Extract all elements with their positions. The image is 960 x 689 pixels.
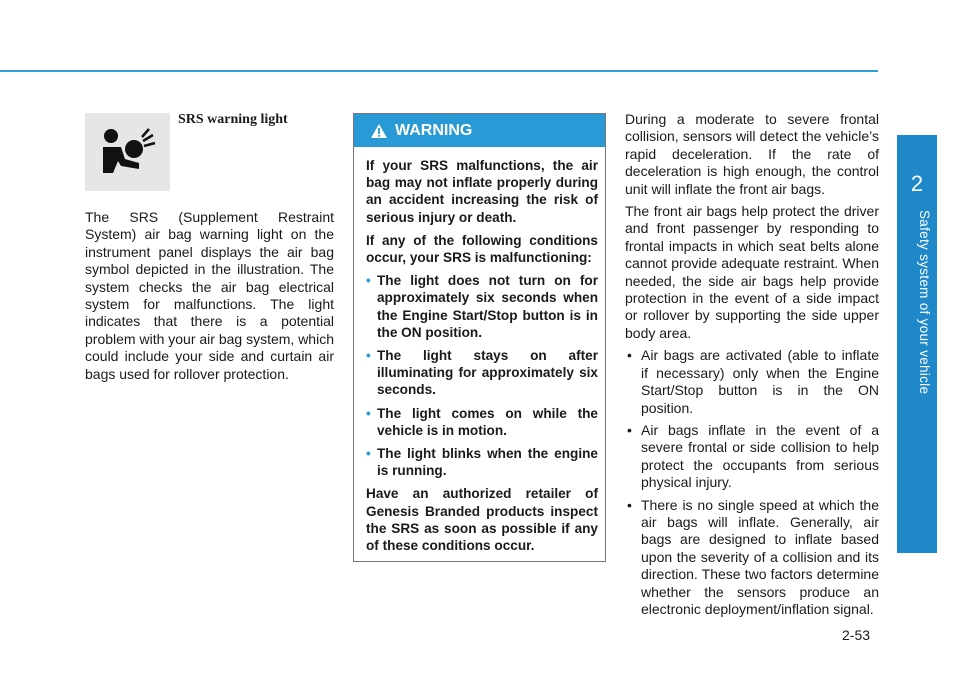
body-paragraph: The front air bags help protect the driver and front passenger by responding to frontal impacts in which seat belts alone cannot provide adequate restraint. When needed, the side air bags help provide protection in the event of a side impact or rollover by supporting the side upper body area.: [625, 203, 879, 341]
list-item: [625, 347, 879, 417]
bullet-dot: •: [366, 348, 371, 364]
bullet-dot: •: [366, 273, 371, 289]
warning-bullet: [366, 272, 598, 341]
top-rule: [0, 70, 878, 72]
chapter-number: 2: [910, 171, 924, 196]
bullet-dot: •: [627, 347, 632, 364]
airbag-warning-icon: [85, 113, 170, 191]
warning-bullet-text: The light stays on after illuminating for approximately six seconds.: [377, 348, 598, 398]
warning-bullet-text: The light does not turn on for approximately six seconds when the Engine Start/Stop button is in the ON position.: [377, 273, 598, 340]
warning-bullet-text: The light comes on while the vehicle is in motion.: [377, 405, 598, 438]
bullet-dot: •: [627, 496, 632, 513]
chapter-title: Safety system of your vehicle: [917, 210, 932, 395]
warning-box: [353, 113, 606, 562]
section-heading: SRS warning light: [178, 112, 288, 127]
warning-header: [354, 114, 605, 147]
intro-paragraph: The SRS (Supplement Restraint System) air bag warning light on the instrument panel displays the air bag symbol depicted in the illustration. The system checks the air bag electrical system for malfunctions. The light indicates that there is a potential problem with your air bag system, which could include your side and curtain air bags used for rollover protection.: [85, 209, 334, 382]
list-item-text: Air bags are activated (able to inflate if necessary) only when the Engine Start/Stop button is in the ON position.: [641, 347, 879, 416]
right-column: [625, 111, 879, 623]
page-number: 2-53: [842, 627, 871, 643]
intro-column: [85, 209, 334, 383]
warning-bullet: [366, 445, 598, 479]
list-item-text: There is no single speed at which the air bags will inflate. Generally, air bags are designed to inflate based upon the severity of a collision and its direction. These two factors determine whether the sensors produce an electronic deployment/inflation signal.: [641, 496, 879, 617]
body-paragraph: During a moderate to severe frontal collision, sensors will detect the vehicle’s rapid deceleration. If the rate of deceleration is high enough, the control unit will inflate the front air bags.: [625, 111, 879, 197]
bullet-dot: •: [627, 421, 632, 438]
list-item-text: Air bags inflate in the event of a severe frontal or side collision to help protect the occupants from serious physical injury.: [641, 421, 879, 491]
warning-bullet-text: The light blinks when the engine is running.: [377, 446, 598, 479]
warning-paragraph: If your SRS malfunctions, the air bag may not inflate properly during an accident increasing the risk of serious injury or death.: [366, 158, 598, 225]
warning-paragraph: If any of the following conditions occur, your SRS is malfunctioning:: [366, 232, 598, 266]
warning-bullet: [366, 405, 598, 439]
warning-bullet: [366, 347, 598, 399]
warning-paragraph: Have an authorized retailer of Genesis Branded products inspect the SRS as soon as possible if any of these conditions occur.: [366, 486, 598, 554]
bullet-dot: •: [366, 446, 371, 462]
chapter-tab: [897, 135, 937, 553]
warning-triangle-icon: [370, 123, 388, 139]
list-item: [625, 497, 879, 619]
warning-body: [354, 147, 605, 554]
warning-title: WARNING: [395, 121, 473, 139]
bullet-dot: •: [366, 405, 371, 421]
list-item: [625, 422, 879, 492]
